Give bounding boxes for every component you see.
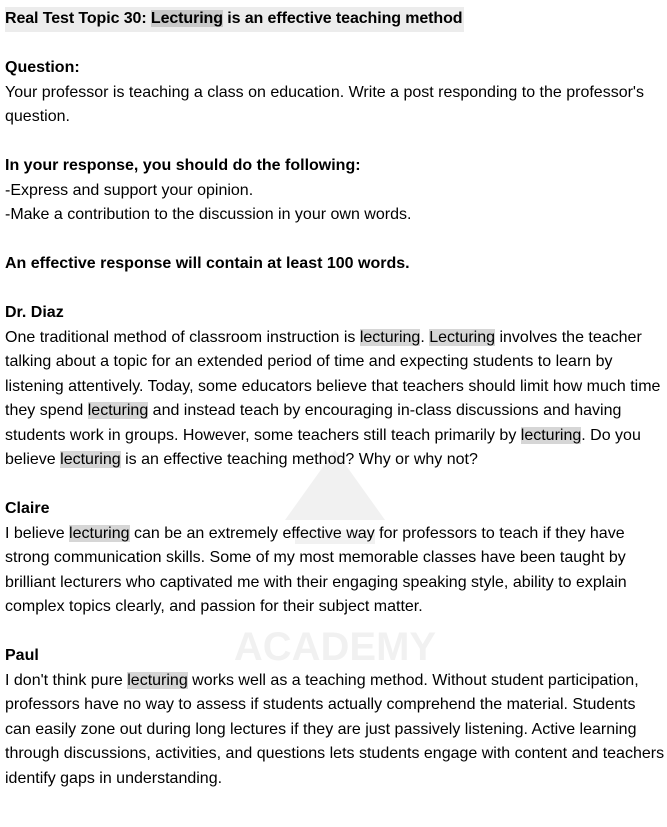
post-text: . bbox=[420, 328, 430, 346]
post-author: Dr. Diaz bbox=[5, 304, 64, 321]
post-text: I believe bbox=[5, 524, 70, 542]
post-text: I don't think pure bbox=[5, 671, 128, 689]
highlighted-term: lecturing bbox=[87, 402, 149, 419]
question-text: Your professor is teaching a class on education. Write a post responding to the professor's question. bbox=[5, 83, 644, 125]
highlighted-term: lecturing bbox=[359, 328, 421, 346]
post-text: and instead teach by encouraging in-class discussions and having students work in groups. However, some teachers still teach primarily by bbox=[5, 402, 622, 444]
post-claire bbox=[5, 497, 665, 620]
requirement-text: An effective response will contain at least 100 words. bbox=[5, 255, 410, 272]
post-author: Paul bbox=[5, 647, 39, 664]
post-author: Claire bbox=[5, 500, 50, 517]
post-body bbox=[5, 669, 665, 792]
page-title bbox=[5, 7, 464, 32]
title-prefix: Real Test Topic 30: bbox=[5, 10, 151, 27]
highlighted-term: lecturing bbox=[127, 671, 188, 689]
post-text: One traditional method of classroom instruction is bbox=[5, 328, 360, 346]
post-body bbox=[5, 326, 665, 473]
post-text: can be an extremely effective way for professors to teach if they have strong communication skills. Some of my most memorable classes have been taught by brilliant lecturers who captivated me with their engaging speaking style, ability to explain complex topics clearly, and passion for their subject matter. bbox=[5, 524, 627, 615]
document bbox=[5, 7, 665, 791]
post-text: involves the teacher talking about a topic for an extended period of time and expecting students to learn by listening attentively. Today, some educators believe that teachers should limit how much time they spend bbox=[5, 328, 661, 419]
post-text: . Do you believe bbox=[5, 426, 641, 468]
highlighted-term: Lecturing bbox=[429, 328, 496, 346]
post-paul bbox=[5, 644, 665, 791]
instructions-heading: In your response, you should do the following: bbox=[5, 157, 361, 174]
instruction-item: -Express and support your opinion. bbox=[5, 181, 254, 199]
highlighted-term: lecturing bbox=[69, 524, 130, 542]
post-body bbox=[5, 522, 665, 620]
watermark-text: ACADEMY bbox=[233, 625, 437, 669]
post-text: works well as a teaching method. Without student participation, professors have no way to assess if students actually comprehend the material. Students can easily zone out during long lectures if they are just passively listening. Active learning through discussions, activities, and questions lets students engage with content and teachers identify gaps in understanding. bbox=[5, 671, 665, 787]
instruction-item: -Make a contribution to the discussion in your own words. bbox=[5, 206, 412, 223]
title-suffix: is an effective teaching method bbox=[222, 10, 463, 27]
title-highlight: Lecturing bbox=[150, 10, 223, 27]
highlighted-term: lecturing bbox=[60, 451, 121, 468]
post-text: is an effective teaching method? Why or why not? bbox=[120, 451, 478, 468]
post-dr-diaz bbox=[5, 301, 665, 473]
question-heading: Question: bbox=[5, 59, 80, 76]
highlighted-term: lecturing bbox=[520, 426, 582, 444]
